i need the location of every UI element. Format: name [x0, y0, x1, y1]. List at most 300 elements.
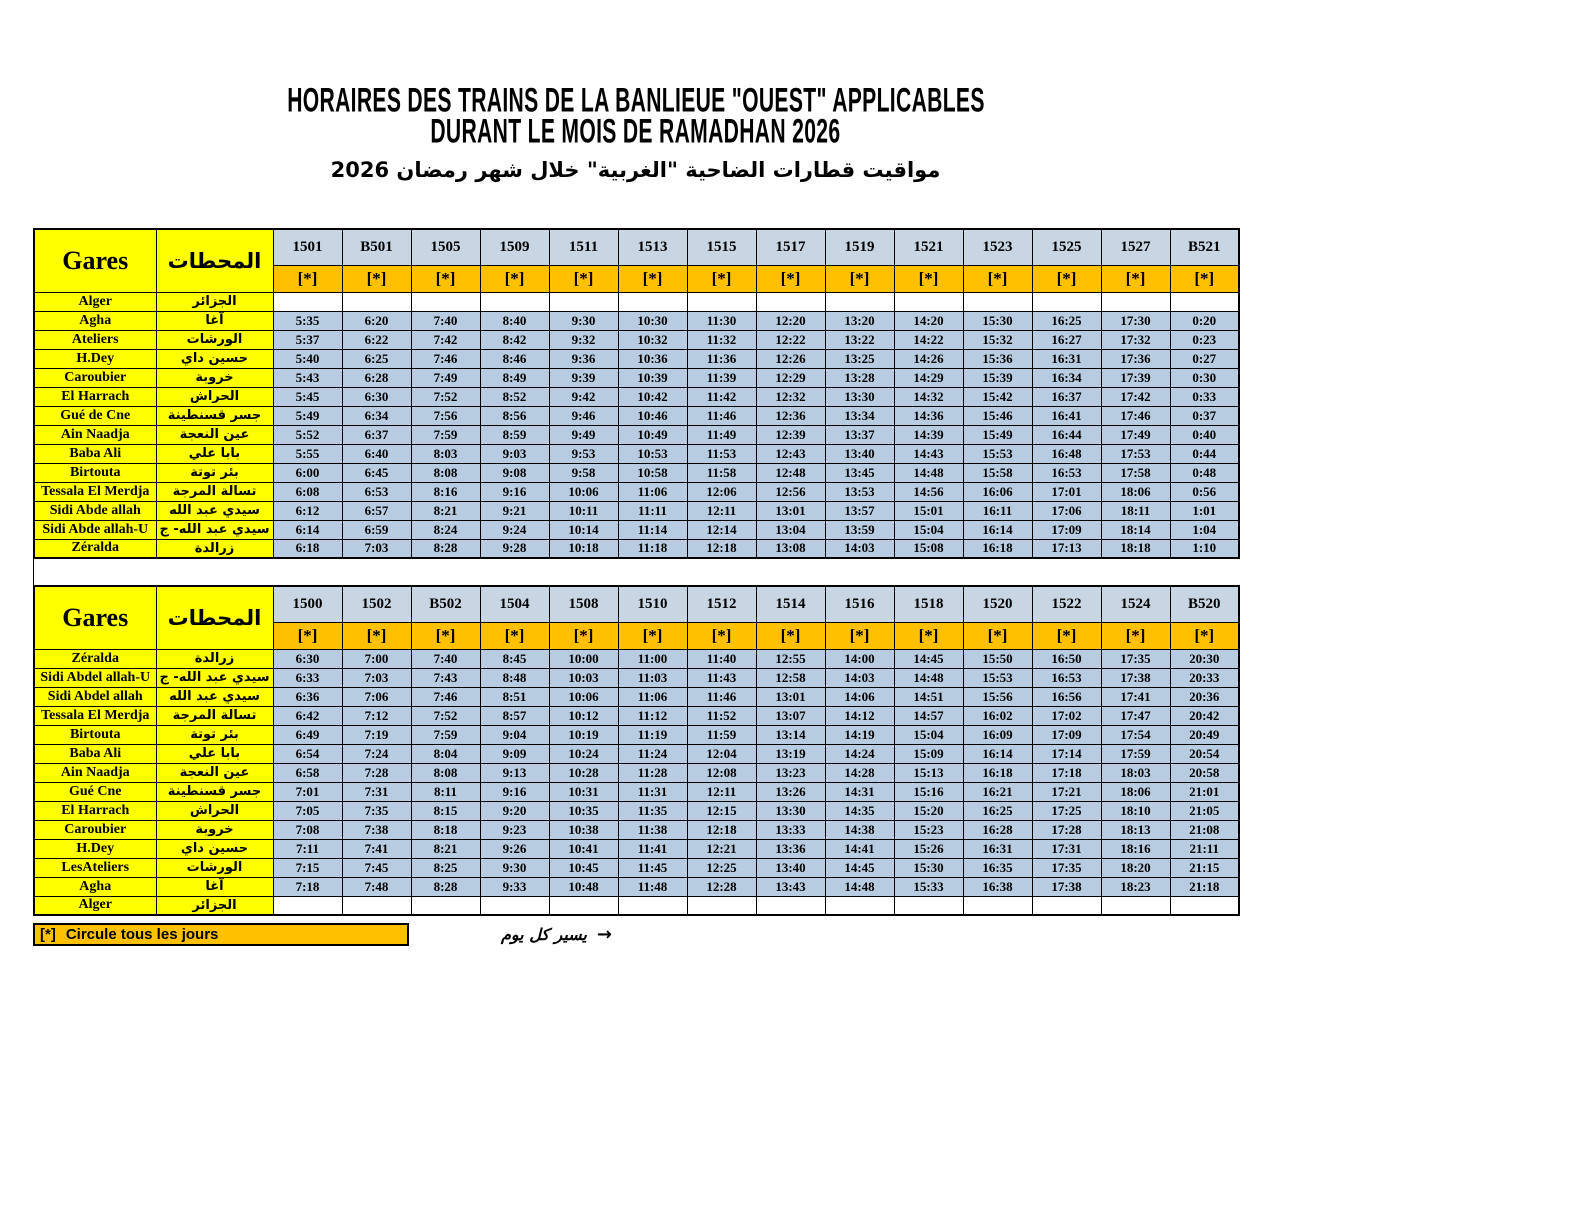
time-cell: 15:01: [894, 501, 963, 520]
empty-time-cell: [1170, 896, 1239, 915]
time-cell: 9:58: [549, 463, 618, 482]
empty-time-cell: [411, 292, 480, 311]
station-name-ar: جسر قسنطينة: [156, 782, 273, 801]
time-cell: 17:02: [1032, 706, 1101, 725]
time-cell: 5:35: [273, 311, 342, 330]
time-cell: 18:23: [1101, 877, 1170, 896]
station-row: [34, 463, 1239, 482]
station-name-fr: Birtouta: [34, 463, 156, 482]
station-name-fr: Birtouta: [34, 725, 156, 744]
time-cell: 14:48: [894, 668, 963, 687]
station-row: [34, 668, 1239, 687]
time-cell: 16:31: [1032, 349, 1101, 368]
time-cell: 17:36: [1101, 349, 1170, 368]
time-cell: 7:52: [411, 387, 480, 406]
train-number-header: 1522: [1032, 586, 1101, 622]
time-cell: 8:57: [480, 706, 549, 725]
frequency-cell: [*]: [1170, 265, 1239, 292]
time-cell: 16:27: [1032, 330, 1101, 349]
empty-time-cell: [1032, 292, 1101, 311]
empty-time-cell: [480, 896, 549, 915]
time-cell: 10:39: [618, 368, 687, 387]
train-number-header: B520: [1170, 586, 1239, 622]
time-cell: 10:53: [618, 444, 687, 463]
time-cell: 0:48: [1170, 463, 1239, 482]
time-cell: 15:42: [963, 387, 1032, 406]
time-cell: 11:41: [618, 839, 687, 858]
train-number-header: 1511: [549, 229, 618, 265]
time-cell: 7:38: [342, 820, 411, 839]
time-cell: 10:11: [549, 501, 618, 520]
time-cell: 12:29: [756, 368, 825, 387]
time-cell: 8:08: [411, 763, 480, 782]
station-row: [34, 744, 1239, 763]
time-cell: 14:41: [825, 839, 894, 858]
train-number-header: 1515: [687, 229, 756, 265]
frequency-cell: [*]: [480, 622, 549, 649]
station-row: [34, 725, 1239, 744]
time-cell: 20:36: [1170, 687, 1239, 706]
train-number-header: 1512: [687, 586, 756, 622]
time-cell: 5:45: [273, 387, 342, 406]
time-cell: 8:11: [411, 782, 480, 801]
frequency-cell: [*]: [894, 265, 963, 292]
station-row: [34, 501, 1239, 520]
time-cell: 7:24: [342, 744, 411, 763]
time-cell: 12:18: [687, 539, 756, 558]
legend-text-ar: يسير كل يوم: [501, 925, 587, 944]
station-name-ar: بئر توتة: [156, 463, 273, 482]
time-cell: 9:13: [480, 763, 549, 782]
frequency-cell: [*]: [618, 265, 687, 292]
time-cell: 14:12: [825, 706, 894, 725]
time-cell: 16:28: [963, 820, 1032, 839]
time-cell: 1:01: [1170, 501, 1239, 520]
time-cell: 10:19: [549, 725, 618, 744]
legend-row: [33, 923, 1238, 953]
time-cell: 15:33: [894, 877, 963, 896]
station-row: [34, 406, 1239, 425]
time-cell: 6:34: [342, 406, 411, 425]
time-cell: 17:58: [1101, 463, 1170, 482]
station-row: [34, 877, 1239, 896]
time-cell: 8:08: [411, 463, 480, 482]
empty-time-cell: [963, 896, 1032, 915]
time-cell: 20:58: [1170, 763, 1239, 782]
frequency-cell: [*]: [756, 622, 825, 649]
time-cell: 8:21: [411, 839, 480, 858]
empty-time-cell: [273, 292, 342, 311]
time-cell: 8:40: [480, 311, 549, 330]
stations-header-fr: Gares: [34, 229, 156, 292]
time-cell: 18:10: [1101, 801, 1170, 820]
empty-time-cell: [825, 896, 894, 915]
time-cell: 15:08: [894, 539, 963, 558]
frequency-cell: [*]: [756, 265, 825, 292]
train-number-header: 1525: [1032, 229, 1101, 265]
station-row: [34, 311, 1239, 330]
station-name-ar: عين النعجة: [156, 425, 273, 444]
empty-time-cell: [1101, 292, 1170, 311]
time-cell: 17:09: [1032, 520, 1101, 539]
time-cell: 8:15: [411, 801, 480, 820]
time-cell: 11:00: [618, 649, 687, 668]
time-cell: 16:21: [963, 782, 1032, 801]
time-cell: 12:32: [756, 387, 825, 406]
frequency-cell: [*]: [1101, 622, 1170, 649]
time-cell: 8:25: [411, 858, 480, 877]
station-name-fr: Sidi Abdel allah-U: [34, 668, 156, 687]
station-name-ar: بابا علي: [156, 744, 273, 763]
time-cell: 7:08: [273, 820, 342, 839]
station-name-ar: حسين داي: [156, 839, 273, 858]
title-line-2: DURANT LE MOIS DE RAMADHAN 2026: [430, 111, 841, 150]
time-cell: 18:20: [1101, 858, 1170, 877]
station-row: [34, 330, 1239, 349]
time-cell: 14:38: [825, 820, 894, 839]
time-cell: 10:06: [549, 482, 618, 501]
time-cell: 10:48: [549, 877, 618, 896]
time-cell: 7:35: [342, 801, 411, 820]
time-cell: 6:42: [273, 706, 342, 725]
time-cell: 9:16: [480, 482, 549, 501]
time-cell: 7:45: [342, 858, 411, 877]
time-cell: 12:36: [756, 406, 825, 425]
time-cell: 10:36: [618, 349, 687, 368]
time-cell: 0:40: [1170, 425, 1239, 444]
time-cell: 12:11: [687, 501, 756, 520]
timetable-inbound-mount: [33, 585, 1238, 916]
station-row: [34, 292, 1239, 311]
time-cell: 17:31: [1032, 839, 1101, 858]
time-cell: 12:20: [756, 311, 825, 330]
time-cell: 10:31: [549, 782, 618, 801]
time-cell: 17:49: [1101, 425, 1170, 444]
time-cell: 11:36: [687, 349, 756, 368]
station-name-ar: الجزائر: [156, 292, 273, 311]
time-cell: 15:53: [963, 668, 1032, 687]
empty-time-cell: [480, 292, 549, 311]
time-cell: 17:59: [1101, 744, 1170, 763]
time-cell: 9:30: [549, 311, 618, 330]
time-cell: 11:38: [618, 820, 687, 839]
time-cell: 17:35: [1101, 649, 1170, 668]
time-cell: 14:32: [894, 387, 963, 406]
station-name-fr: Agha: [34, 311, 156, 330]
time-cell: 12:26: [756, 349, 825, 368]
time-cell: 13:01: [756, 501, 825, 520]
station-name-fr: Ain Naadja: [34, 763, 156, 782]
time-cell: 12:21: [687, 839, 756, 858]
stations-header-ar: المحطات: [156, 229, 273, 292]
empty-time-cell: [342, 292, 411, 311]
table-separator: [33, 559, 633, 585]
time-cell: 16:48: [1032, 444, 1101, 463]
station-name-ar: زرالدة: [156, 649, 273, 668]
time-cell: 6:22: [342, 330, 411, 349]
time-cell: 7:12: [342, 706, 411, 725]
time-cell: 6:36: [273, 687, 342, 706]
time-cell: 6:28: [342, 368, 411, 387]
time-cell: 11:49: [687, 425, 756, 444]
time-cell: 17:38: [1032, 877, 1101, 896]
train-number-header: 1510: [618, 586, 687, 622]
station-name-fr: El Harrach: [34, 387, 156, 406]
time-cell: 14:06: [825, 687, 894, 706]
time-cell: 10:06: [549, 687, 618, 706]
time-cell: 9:39: [549, 368, 618, 387]
empty-time-cell: [1170, 292, 1239, 311]
time-cell: 15:04: [894, 725, 963, 744]
time-cell: 7:46: [411, 349, 480, 368]
time-cell: 13:30: [825, 387, 894, 406]
train-number-header: 1505: [411, 229, 480, 265]
time-cell: 16:14: [963, 520, 1032, 539]
time-cell: 16:25: [1032, 311, 1101, 330]
empty-time-cell: [1032, 896, 1101, 915]
time-cell: 0:56: [1170, 482, 1239, 501]
time-cell: 20:54: [1170, 744, 1239, 763]
station-row: [34, 820, 1239, 839]
time-cell: 21:01: [1170, 782, 1239, 801]
time-cell: 11:45: [618, 858, 687, 877]
time-cell: 13:30: [756, 801, 825, 820]
time-cell: 13:01: [756, 687, 825, 706]
time-cell: 8:18: [411, 820, 480, 839]
time-cell: 12:06: [687, 482, 756, 501]
time-cell: 18:06: [1101, 782, 1170, 801]
time-cell: 14:03: [825, 668, 894, 687]
time-cell: 12:15: [687, 801, 756, 820]
time-cell: 17:28: [1032, 820, 1101, 839]
time-cell: 9:49: [549, 425, 618, 444]
time-cell: 17:53: [1101, 444, 1170, 463]
time-cell: 17:13: [1032, 539, 1101, 558]
empty-time-cell: [756, 292, 825, 311]
time-cell: 14:45: [894, 649, 963, 668]
time-cell: 7:40: [411, 649, 480, 668]
time-cell: 9:23: [480, 820, 549, 839]
time-cell: 11:24: [618, 744, 687, 763]
time-cell: 6:12: [273, 501, 342, 520]
time-cell: 5:52: [273, 425, 342, 444]
time-cell: 16:53: [1032, 668, 1101, 687]
page-content: [33, 0, 1238, 953]
time-cell: 11:59: [687, 725, 756, 744]
station-name-fr: Caroubier: [34, 820, 156, 839]
frequency-cell: [*]: [480, 265, 549, 292]
empty-time-cell: [549, 292, 618, 311]
legend-marker: [*]: [40, 926, 56, 943]
time-cell: 6:08: [273, 482, 342, 501]
time-cell: 15:04: [894, 520, 963, 539]
train-number-header: 1520: [963, 586, 1032, 622]
station-name-ar: سيدي عبد الله: [156, 501, 273, 520]
empty-time-cell: [549, 896, 618, 915]
time-cell: 17:09: [1032, 725, 1101, 744]
time-cell: 17:21: [1032, 782, 1101, 801]
time-cell: 0:33: [1170, 387, 1239, 406]
station-name-fr: Sidi Abde allah: [34, 501, 156, 520]
empty-time-cell: [618, 896, 687, 915]
station-name-ar: جسر قسنطينة: [156, 406, 273, 425]
station-name-fr: Ateliers: [34, 330, 156, 349]
empty-time-cell: [273, 896, 342, 915]
time-cell: 8:49: [480, 368, 549, 387]
time-cell: 7:59: [411, 425, 480, 444]
time-cell: 9:53: [549, 444, 618, 463]
time-cell: 11:06: [618, 482, 687, 501]
station-name-ar: الحراش: [156, 801, 273, 820]
station-name-ar: تسالة المرجة: [156, 706, 273, 725]
time-cell: 9:26: [480, 839, 549, 858]
station-name-ar: خروبة: [156, 368, 273, 387]
time-cell: 11:48: [618, 877, 687, 896]
title-line-1: HORAIRES DES TRAINS DE LA BANLIEUE "OUEST" APPLICABLES: [286, 80, 985, 119]
station-name-fr: Baba Ali: [34, 744, 156, 763]
frequency-cell: [*]: [342, 265, 411, 292]
time-cell: 0:30: [1170, 368, 1239, 387]
time-cell: 16:11: [963, 501, 1032, 520]
time-cell: 13:07: [756, 706, 825, 725]
time-cell: 14:45: [825, 858, 894, 877]
time-cell: 11:11: [618, 501, 687, 520]
time-cell: 7:42: [411, 330, 480, 349]
time-cell: 10:45: [549, 858, 618, 877]
time-cell: 15:36: [963, 349, 1032, 368]
time-cell: 17:32: [1101, 330, 1170, 349]
time-cell: 13:45: [825, 463, 894, 482]
time-cell: 16:41: [1032, 406, 1101, 425]
time-cell: 16:56: [1032, 687, 1101, 706]
time-cell: 9:04: [480, 725, 549, 744]
time-cell: 18:06: [1101, 482, 1170, 501]
station-name-ar: حسين داي: [156, 349, 273, 368]
time-cell: 8:21: [411, 501, 480, 520]
time-cell: 7:49: [411, 368, 480, 387]
time-cell: 6:49: [273, 725, 342, 744]
time-cell: 13:14: [756, 725, 825, 744]
document-header: [33, 80, 1238, 182]
time-cell: 20:42: [1170, 706, 1239, 725]
time-cell: 13:23: [756, 763, 825, 782]
time-cell: 10:12: [549, 706, 618, 725]
station-name-fr: Ain Naadja: [34, 425, 156, 444]
train-number-header: 1521: [894, 229, 963, 265]
frequency-cell: [*]: [411, 265, 480, 292]
time-cell: 11:42: [687, 387, 756, 406]
legend-note-ar: [501, 924, 612, 945]
time-cell: 11:14: [618, 520, 687, 539]
time-cell: 9:42: [549, 387, 618, 406]
time-cell: 7:28: [342, 763, 411, 782]
time-cell: 12:56: [756, 482, 825, 501]
time-cell: 11:18: [618, 539, 687, 558]
time-cell: 15:53: [963, 444, 1032, 463]
time-cell: 7:00: [342, 649, 411, 668]
time-cell: 7:19: [342, 725, 411, 744]
frequency-cell: [*]: [825, 265, 894, 292]
time-cell: 12:14: [687, 520, 756, 539]
time-cell: 15:46: [963, 406, 1032, 425]
time-cell: 12:22: [756, 330, 825, 349]
station-name-ar: عين النعجة: [156, 763, 273, 782]
time-cell: 11:40: [687, 649, 756, 668]
time-cell: 6:40: [342, 444, 411, 463]
train-number-header: 1518: [894, 586, 963, 622]
station-name-ar: آغا: [156, 311, 273, 330]
time-cell: 6:18: [273, 539, 342, 558]
time-cell: 0:23: [1170, 330, 1239, 349]
time-cell: 14:26: [894, 349, 963, 368]
time-cell: 8:16: [411, 482, 480, 501]
time-cell: 8:45: [480, 649, 549, 668]
time-cell: 21:18: [1170, 877, 1239, 896]
time-cell: 6:33: [273, 668, 342, 687]
frequency-cell: [*]: [1032, 265, 1101, 292]
time-cell: 10:32: [618, 330, 687, 349]
time-cell: 13:19: [756, 744, 825, 763]
time-cell: 7:05: [273, 801, 342, 820]
station-name-ar: آغا: [156, 877, 273, 896]
time-cell: 9:33: [480, 877, 549, 896]
station-name-ar: بابا علي: [156, 444, 273, 463]
frequency-cell: [*]: [1032, 622, 1101, 649]
train-number-header: 1524: [1101, 586, 1170, 622]
time-cell: 11:46: [687, 687, 756, 706]
station-row: [34, 706, 1239, 725]
time-cell: 14:57: [894, 706, 963, 725]
frequency-cell: [*]: [963, 265, 1032, 292]
time-cell: 8:42: [480, 330, 549, 349]
frequency-cell: [*]: [273, 622, 342, 649]
time-cell: 11:12: [618, 706, 687, 725]
station-name-fr: LesAteliers: [34, 858, 156, 877]
empty-time-cell: [687, 292, 756, 311]
time-cell: 7:06: [342, 687, 411, 706]
time-cell: 13:04: [756, 520, 825, 539]
time-cell: 9:30: [480, 858, 549, 877]
time-cell: 13:08: [756, 539, 825, 558]
stations-header-ar: المحطات: [156, 586, 273, 649]
empty-time-cell: [756, 896, 825, 915]
time-cell: 12:39: [756, 425, 825, 444]
time-cell: 13:33: [756, 820, 825, 839]
station-row: [34, 387, 1239, 406]
time-cell: 6:30: [273, 649, 342, 668]
time-cell: 8:04: [411, 744, 480, 763]
frequency-cell: [*]: [549, 265, 618, 292]
empty-time-cell: [687, 896, 756, 915]
time-cell: 7:46: [411, 687, 480, 706]
time-cell: 6:54: [273, 744, 342, 763]
time-cell: 13:43: [756, 877, 825, 896]
time-cell: 9:03: [480, 444, 549, 463]
empty-time-cell: [894, 292, 963, 311]
time-cell: 16:14: [963, 744, 1032, 763]
frequency-cell: [*]: [1170, 622, 1239, 649]
time-cell: 17:14: [1032, 744, 1101, 763]
time-cell: 1:10: [1170, 539, 1239, 558]
time-cell: 11:19: [618, 725, 687, 744]
frequency-cell: [*]: [618, 622, 687, 649]
empty-time-cell: [825, 292, 894, 311]
train-number-header: 1508: [549, 586, 618, 622]
station-row: [34, 801, 1239, 820]
time-cell: 16:06: [963, 482, 1032, 501]
time-cell: 14:29: [894, 368, 963, 387]
time-cell: 5:37: [273, 330, 342, 349]
